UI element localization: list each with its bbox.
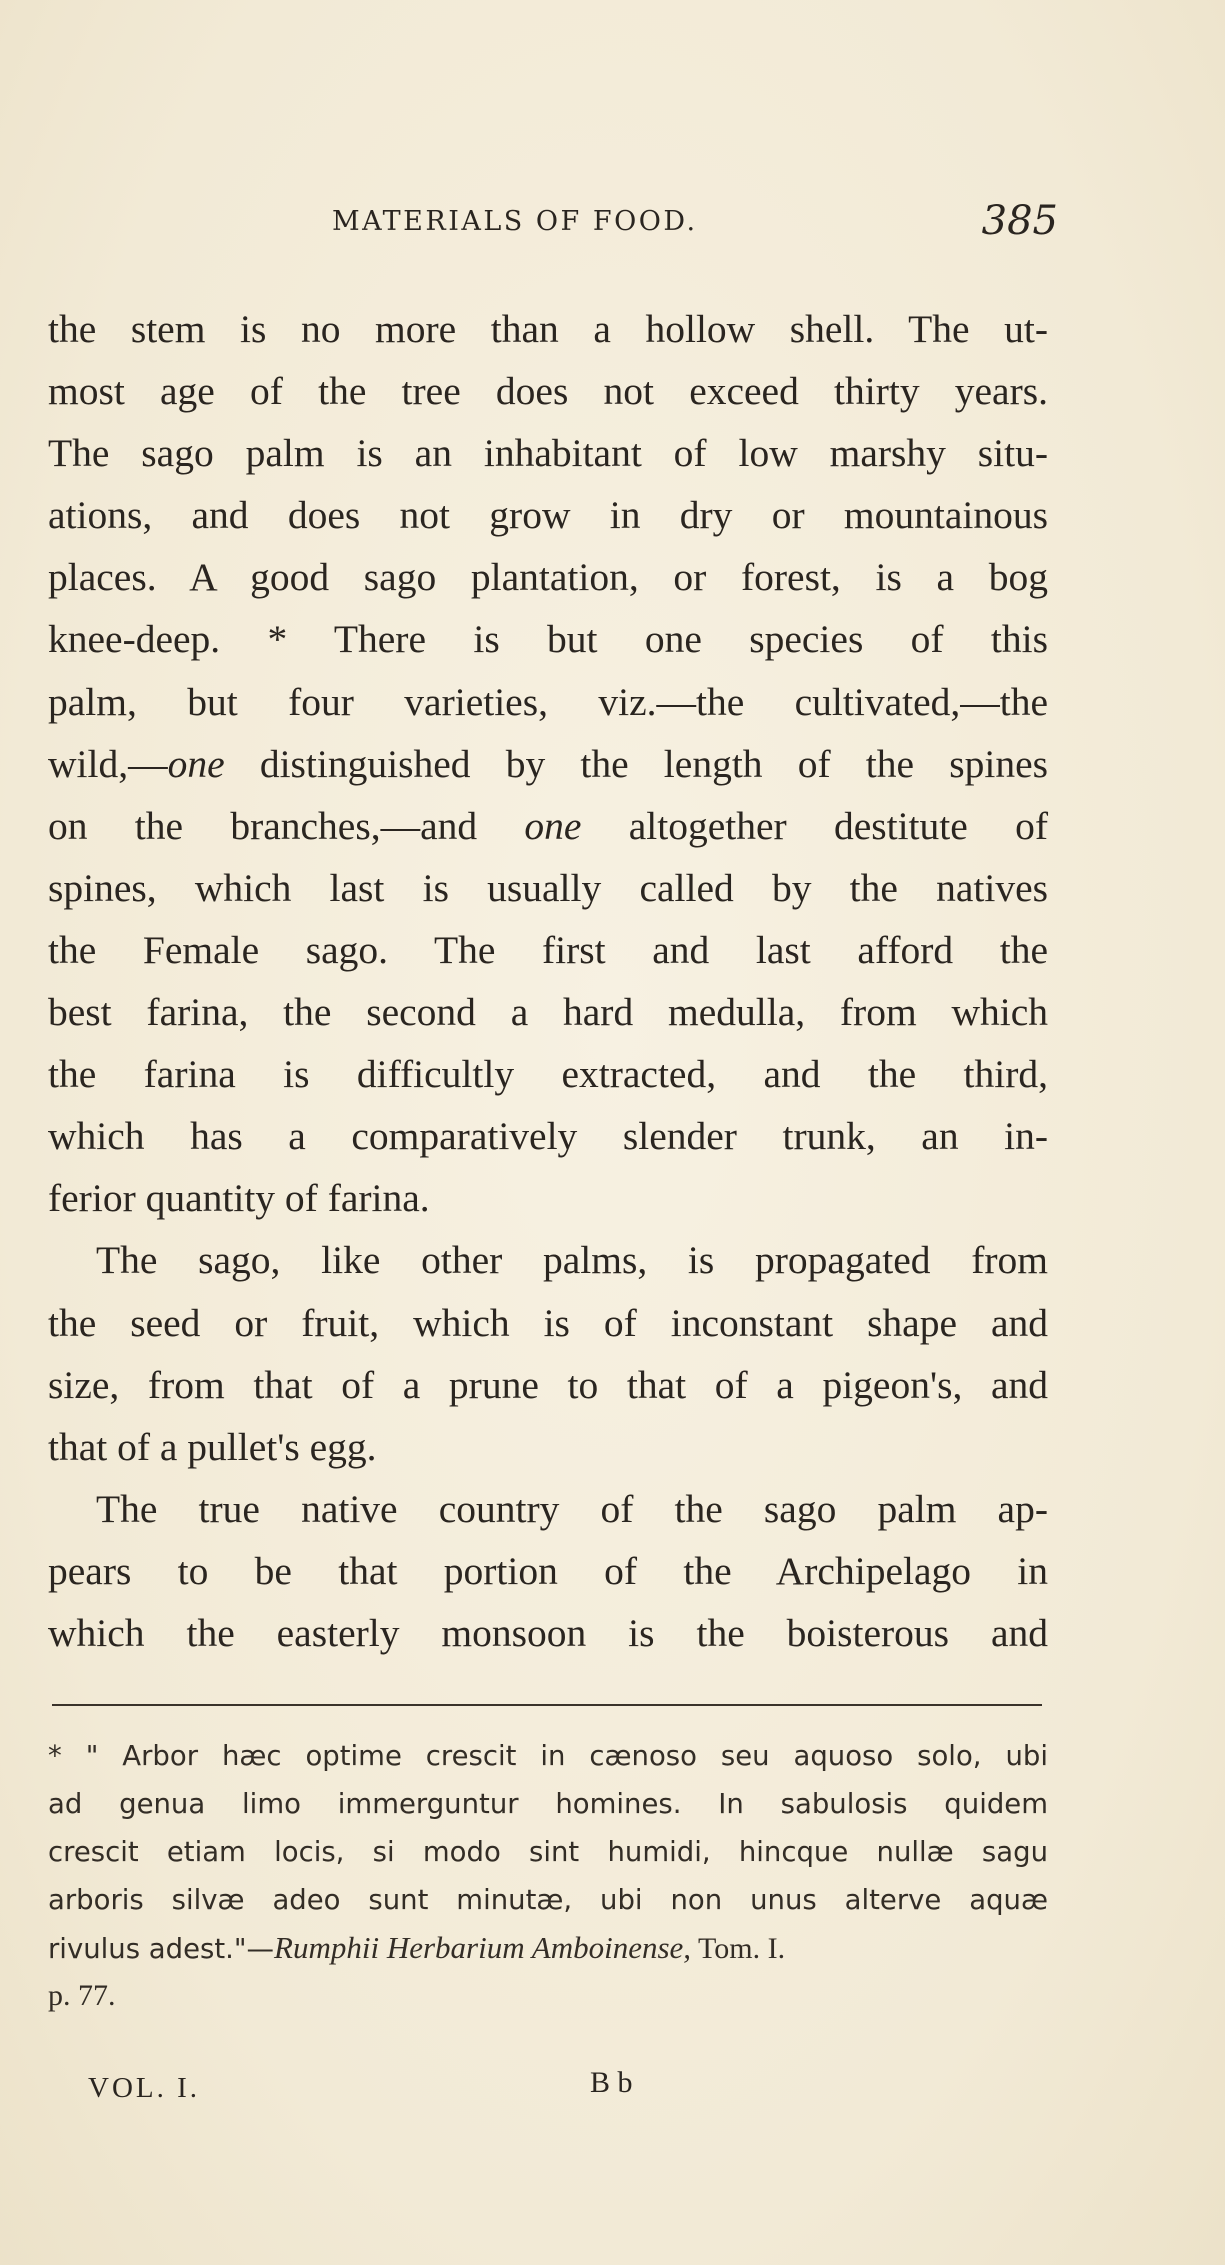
body-line: the farina is difficultly extracted, and the third, bbox=[48, 1052, 1048, 1097]
body-line: pears to be that portion of the Archipelago in bbox=[48, 1548, 1048, 1593]
footnote-volume-ref: Tom. I. bbox=[691, 1932, 786, 1965]
footnote-line: * " Arbor hæc optime crescit in cænoso seu aquoso solo, ubi bbox=[48, 1740, 1048, 1772]
body-line-segment: wild,— bbox=[48, 741, 168, 786]
footnote-line bbox=[48, 1972, 1048, 2020]
body-line: The sago palm is an inhabitant of low marshy situ- bbox=[48, 431, 1048, 476]
body-line: which the easterly monsoon is the boisterous and bbox=[48, 1610, 1048, 1655]
page-footer bbox=[88, 2066, 788, 2112]
volume-mark: VOL. I. bbox=[88, 2072, 201, 2104]
footnote-line: ad genua limo immerguntur homines. In sabulosis quidem bbox=[48, 1788, 1048, 1820]
running-head: MATERIALS OF FOOD. bbox=[332, 206, 698, 237]
body-line: spines, which last is usually called by the natives bbox=[48, 865, 1048, 910]
footnote-line: crescit etiam locis, si modo sint humidi, hincque nullæ sagu bbox=[48, 1836, 1048, 1868]
body-line-segment: on the branches,—and bbox=[48, 803, 525, 848]
italic-word: one bbox=[524, 803, 582, 848]
body-line: The true native country of the sago palm ap- bbox=[96, 1486, 1048, 1531]
footnote-line: arboris silvæ adeo sunt minutæ, ubi non unus alterve aquæ bbox=[48, 1884, 1048, 1916]
body-line: which has a comparatively slender trunk, an in- bbox=[48, 1114, 1048, 1159]
footnote-rule bbox=[52, 1704, 1042, 1706]
body-line: the stem is no more than a hollow shell. The ut- bbox=[48, 307, 1048, 351]
footnote-line bbox=[48, 1924, 1048, 1972]
body-line: size, from that of a prune to that of a pigeon's, and bbox=[48, 1362, 1048, 1407]
body-line: that of a pullet's egg. bbox=[48, 1424, 377, 1469]
body-line: knee-deep. * There is but one species of this bbox=[48, 617, 1048, 662]
body-line: places. A good sago plantation, or forest, is a bog bbox=[48, 555, 1048, 600]
body-line bbox=[48, 733, 1048, 795]
body-line-segment: altogether destitute of bbox=[581, 803, 1048, 848]
body-line: the Female sago. The first and last afford the bbox=[48, 927, 1048, 972]
footnote-source: Rumphii Herbarium Amboinense, bbox=[274, 1930, 692, 1965]
body-line: The sago, like other palms, is propagated from bbox=[96, 1238, 1048, 1283]
body-line-segment: distinguished by the length of the spines bbox=[224, 741, 1048, 786]
page-number: 385 bbox=[981, 198, 1058, 244]
footnote-text: rivulus adest."— bbox=[48, 1933, 275, 1965]
italic-word: one bbox=[167, 741, 225, 786]
body-line: best farina, the second a hard medulla, from which bbox=[48, 990, 1048, 1035]
footnote bbox=[48, 1732, 1048, 2020]
body-line: ferior quantity of farina. bbox=[48, 1176, 430, 1221]
body-line: most age of the tree does not exceed thirty years. bbox=[48, 369, 1048, 414]
footnote-page-ref: p. 77. bbox=[48, 1979, 116, 2012]
body-line: ations, and does not grow in dry or mountainous bbox=[48, 493, 1048, 538]
body-text bbox=[48, 298, 1048, 1664]
body-line: palm, but four varieties, viz.—the cultivated,—the bbox=[48, 679, 1048, 724]
body-line: the seed or fruit, which is of inconstant shape and bbox=[48, 1300, 1048, 1345]
page-header bbox=[50, 198, 1058, 248]
signature-mark: B b bbox=[590, 2066, 633, 2099]
body-line bbox=[48, 795, 1048, 857]
